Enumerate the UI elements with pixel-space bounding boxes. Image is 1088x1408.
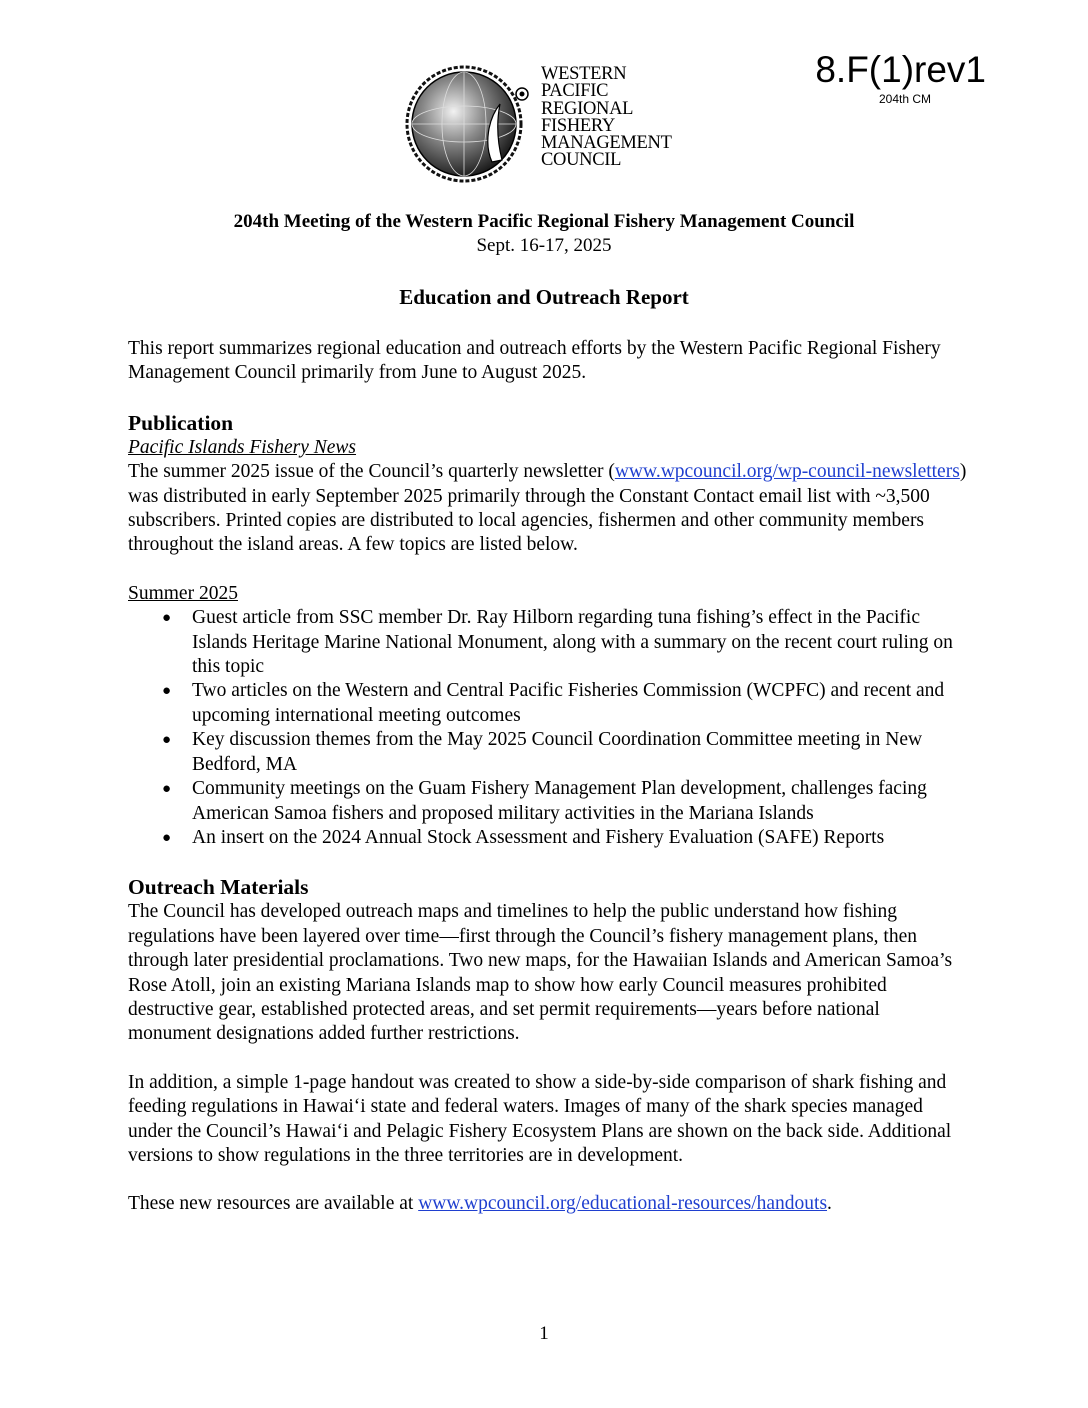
bullet-icon: ● [162,683,172,700]
bullet-icon: ● [162,610,172,627]
newsletter-text-start: The summer 2025 issue of the Council’s quarterly newsletter ( [128,461,615,483]
outreach-paragraph-1: The Council has developed outreach maps and timelines to help the public understand how fishing regulations have been layered over time—first through the Council’s fishery management plans, then through later presidential proclamations. Two new maps, for the Hawaiian Islands and American Samoa’s Rose Atoll, join an existing Mariana Islands map to show how early Council measures prohibited destructive gear, established protected areas, and set permit requirements—years before national monument designations added further restrictions. [128,901,953,1045]
meeting-date: Sept. 16-17, 2025 [476,235,612,256]
topic-text: An insert on the 2024 Annual Stock Assessment and Fishery Evaluation (SAFE) Reports [192,826,885,848]
council-name-line: WESTERN [541,64,627,84]
bullet-icon: ● [162,732,172,749]
topic-text: Key discussion themes from the May 2025 Council Coordination Committee meeting in New Bedford, MA [192,729,923,775]
list-item [128,728,968,777]
council-name [541,66,672,170]
newsletter-title: Pacific Islands Fishery News [128,436,357,458]
report-title: Education and Outreach Report [399,285,689,309]
outreach-paragraph-3 [128,1192,968,1216]
report-body [128,337,968,1217]
document-code: 8.F(1)rev1 [815,49,986,90]
newsletter-text-end: ) was distributed in early September 2025 primarily through the Constant Contact email list with ~3,500 subscribers. Printed copies are distributed to local agencies, fishermen and other community members throughout the island areas. A few topics are listed below. [128,461,967,556]
bullet-icon: ● [162,829,172,846]
resources-text-start: These new resources are available at [128,1193,419,1215]
issue-label: Summer 2025 [128,582,238,604]
intro-paragraph: This report summarizes regional education and outreach efforts by the Western Pacific Regional Fishery Management Council primarily from June to August 2025. [128,338,941,384]
council-logo-icon [404,64,536,186]
newsletter-link[interactable]: www.wpcouncil.org/wp-council-newsletters [614,461,960,483]
bullet-icon: ● [162,781,172,798]
topic-text: Community meetings on the Guam Fishery Management Plan development, challenges facing American Samoa fishers and proposed military activities in the Mariana Islands [192,778,927,824]
topic-text: Two articles on the Western and Central Pacific Fisheries Commission (WCPFC) and recent and upcoming international meeting outcomes [192,680,945,726]
list-item [128,777,968,826]
publication-heading: Publication [128,410,234,435]
topic-text: Guest article from SSC member Dr. Ray Hilborn regarding tuna fishing’s effect in the Pacific Islands Heritage Marine National Monument, along with a summary on the recent court ruling on this topic [192,607,953,678]
newsletter-paragraph [128,460,968,558]
outreach-heading: Outreach Materials [128,875,309,900]
council-name-line: REGIONAL [541,98,634,119]
list-item [128,826,968,850]
topic-list [128,606,968,850]
document-subcode: 204th CM [878,92,931,106]
council-name-line: MANAGEMENT [541,133,672,154]
resources-text-end: . [827,1193,832,1215]
council-name-line: COUNCIL [541,150,622,171]
handouts-link[interactable]: www.wpcouncil.org/educational-resources/handouts [418,1193,828,1215]
meeting-title: 204th Meeting of the Western Pacific Regional Fishery Management Council [233,211,855,232]
list-item [128,606,968,679]
page-number: 1 [539,1323,549,1344]
list-item [128,679,968,728]
council-name-line: FISHERY [541,115,615,136]
council-name-line: PACIFIC [541,81,609,102]
outreach-paragraph-2: In addition, a simple 1-page handout was created to show a side-by-side comparison of shark fishing and feeding regulations in Hawai‘i state and federal waters. Images of many of the shark species managed under the Council’s Hawai‘i and Pelagic Fishery Ecosystem Plans are shown on the back side. Additional versions to show regulations in the three territories are in development. [128,1071,952,1166]
